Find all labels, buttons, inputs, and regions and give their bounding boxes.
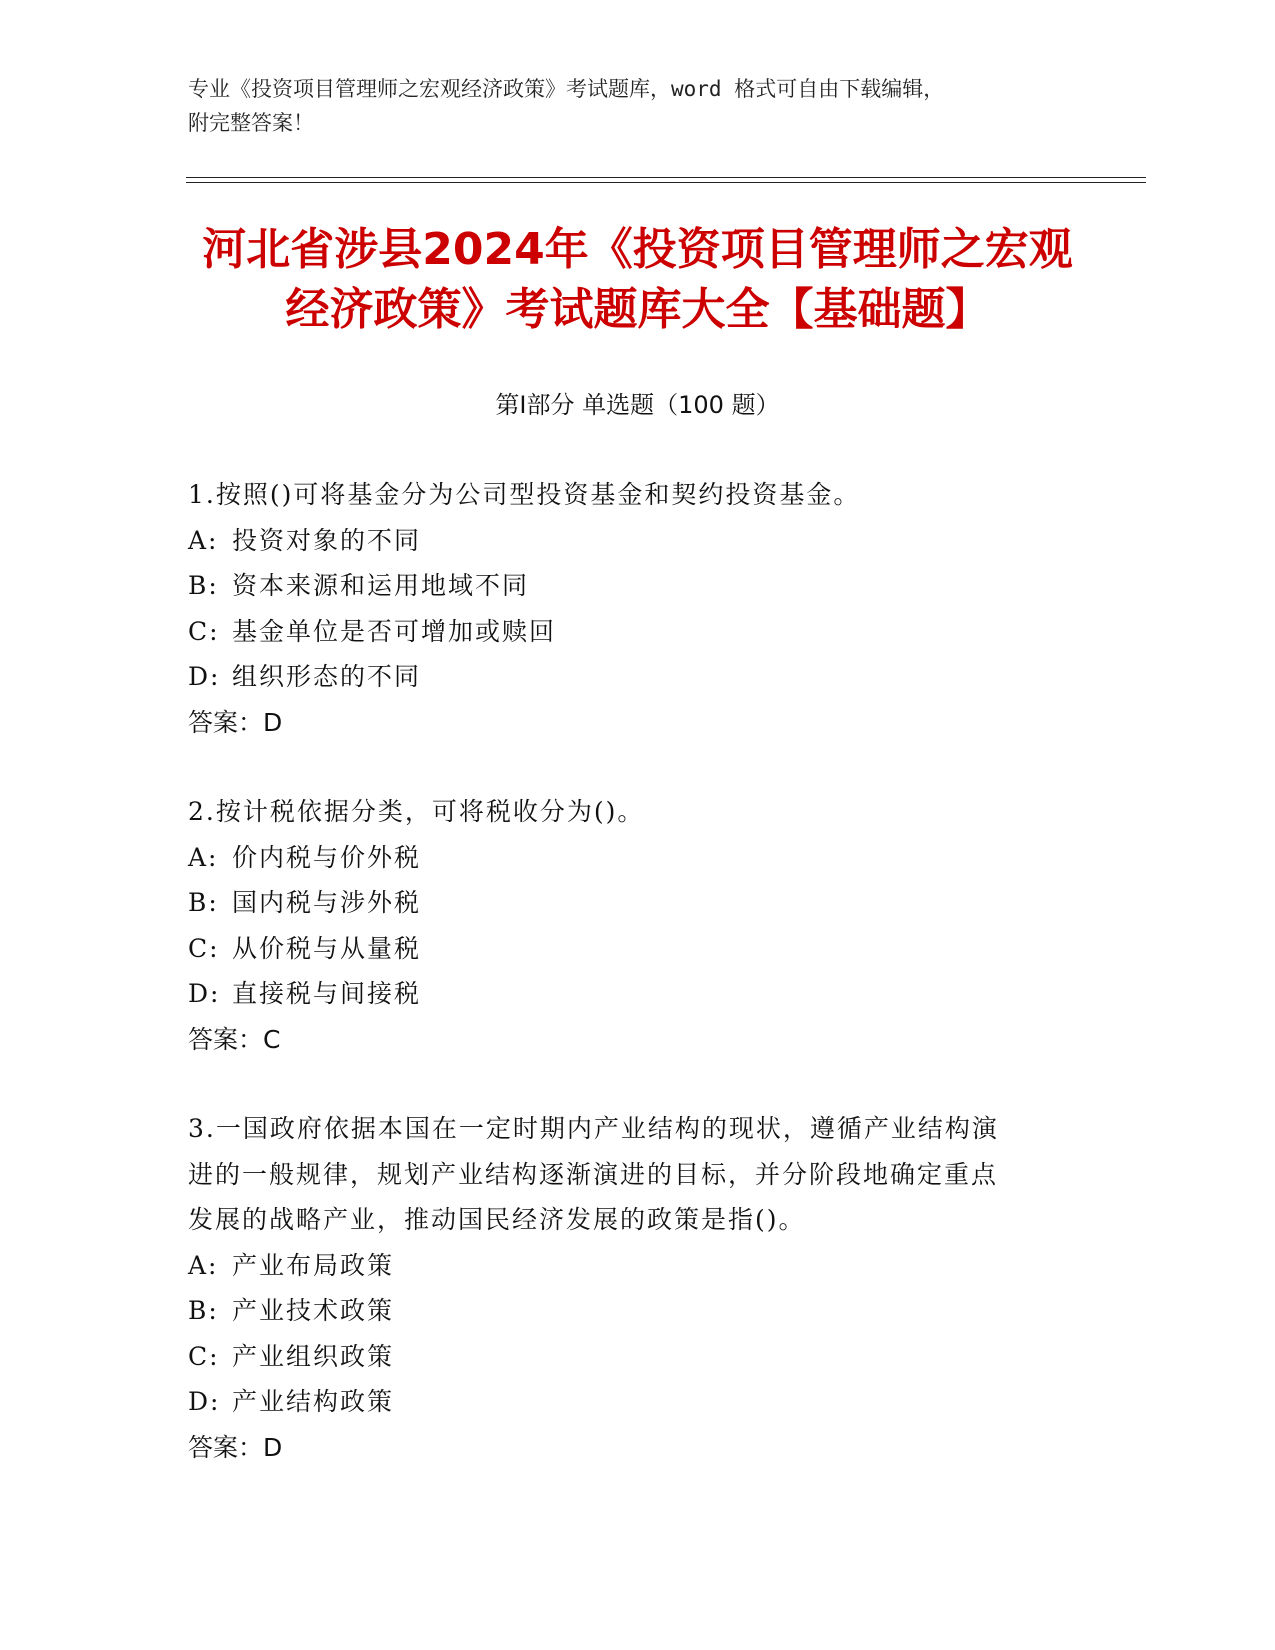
header-note — [188, 72, 1088, 140]
option-text: 投资对象的不同 — [232, 525, 422, 555]
question-stem-line-1: 3.一国政府依据本国在一定时期内产业结构的现状，遵循产业结构演 — [188, 1114, 999, 1143]
header-divider-top — [186, 177, 1146, 178]
option-letter: C: — [188, 616, 220, 646]
question-list — [188, 472, 1068, 1514]
option-a — [188, 835, 1068, 881]
option-c — [188, 926, 1068, 972]
answer-label: 答案：D — [188, 707, 283, 737]
option-d — [188, 1379, 1068, 1425]
option-text: 产业结构政策 — [232, 1387, 395, 1416]
option-text: 基金单位是否可增加或赎回 — [232, 616, 557, 646]
option-d — [188, 971, 1068, 1017]
question-2 — [188, 789, 1068, 1062]
option-text: 产业技术政策 — [232, 1296, 395, 1325]
option-letter: D: — [188, 662, 221, 691]
header-note-line-2: 附完整答案！ — [188, 111, 314, 135]
option-text: 产业布局政策 — [232, 1250, 395, 1280]
option-a — [188, 1243, 1068, 1289]
question-stem-line-3: 发展的战略产业，推动国民经济发展的政策是指()。 — [188, 1205, 806, 1234]
option-letter: D: — [188, 1387, 221, 1416]
option-text: 直接税与间接税 — [232, 979, 422, 1008]
header-note-line-1: 专业《投资项目管理师之宏观经济政策》考试题库，word 格式可自由下载编辑， — [188, 77, 945, 101]
option-text: 组织形态的不同 — [232, 662, 422, 691]
option-letter: D: — [188, 979, 221, 1008]
document-title-line-1: 河北省涉县2024年《投资项目管理师之宏观 — [202, 224, 1073, 275]
option-b — [188, 563, 1068, 609]
section-title: 第Ⅰ部分 单选题（100 题） — [495, 391, 780, 419]
option-letter: B: — [188, 571, 219, 600]
option-b — [188, 1288, 1068, 1334]
option-c — [188, 1334, 1068, 1380]
question-stem: 2.按计税依据分类，可将税收分为()。 — [188, 797, 645, 826]
option-a — [188, 518, 1068, 564]
option-c — [188, 609, 1068, 655]
question-stem: 1.按照()可将基金分为公司型投资基金和契约投资基金。 — [188, 480, 861, 509]
question-3 — [188, 1106, 1068, 1470]
option-letter: A: — [188, 842, 219, 872]
option-letter: A: — [188, 525, 219, 555]
option-letter: B: — [188, 888, 219, 917]
option-letter: A: — [188, 1250, 219, 1280]
question-1 — [188, 472, 1068, 745]
document-title — [150, 220, 1125, 340]
option-letter: B: — [188, 1296, 219, 1325]
answer-label: 答案：D — [188, 1432, 283, 1462]
document-title-line-2: 经济政策》考试题库大全【基础题】 — [285, 284, 990, 335]
option-letter: C: — [188, 933, 220, 963]
option-text: 资本来源和运用地域不同 — [232, 571, 530, 600]
option-letter: C: — [188, 1341, 220, 1371]
option-text: 产业组织政策 — [232, 1341, 395, 1371]
answer-label: 答案：C — [188, 1024, 281, 1054]
option-text: 从价税与从量税 — [232, 933, 422, 963]
option-d — [188, 654, 1068, 700]
option-text: 价内税与价外税 — [232, 842, 422, 872]
question-stem-line-2: 进的一般规律，规划产业结构逐渐演进的目标，并分阶段地确定重点 — [188, 1159, 999, 1189]
option-b — [188, 880, 1068, 926]
header-divider-bottom — [186, 182, 1146, 183]
option-text: 国内税与涉外税 — [232, 888, 422, 917]
